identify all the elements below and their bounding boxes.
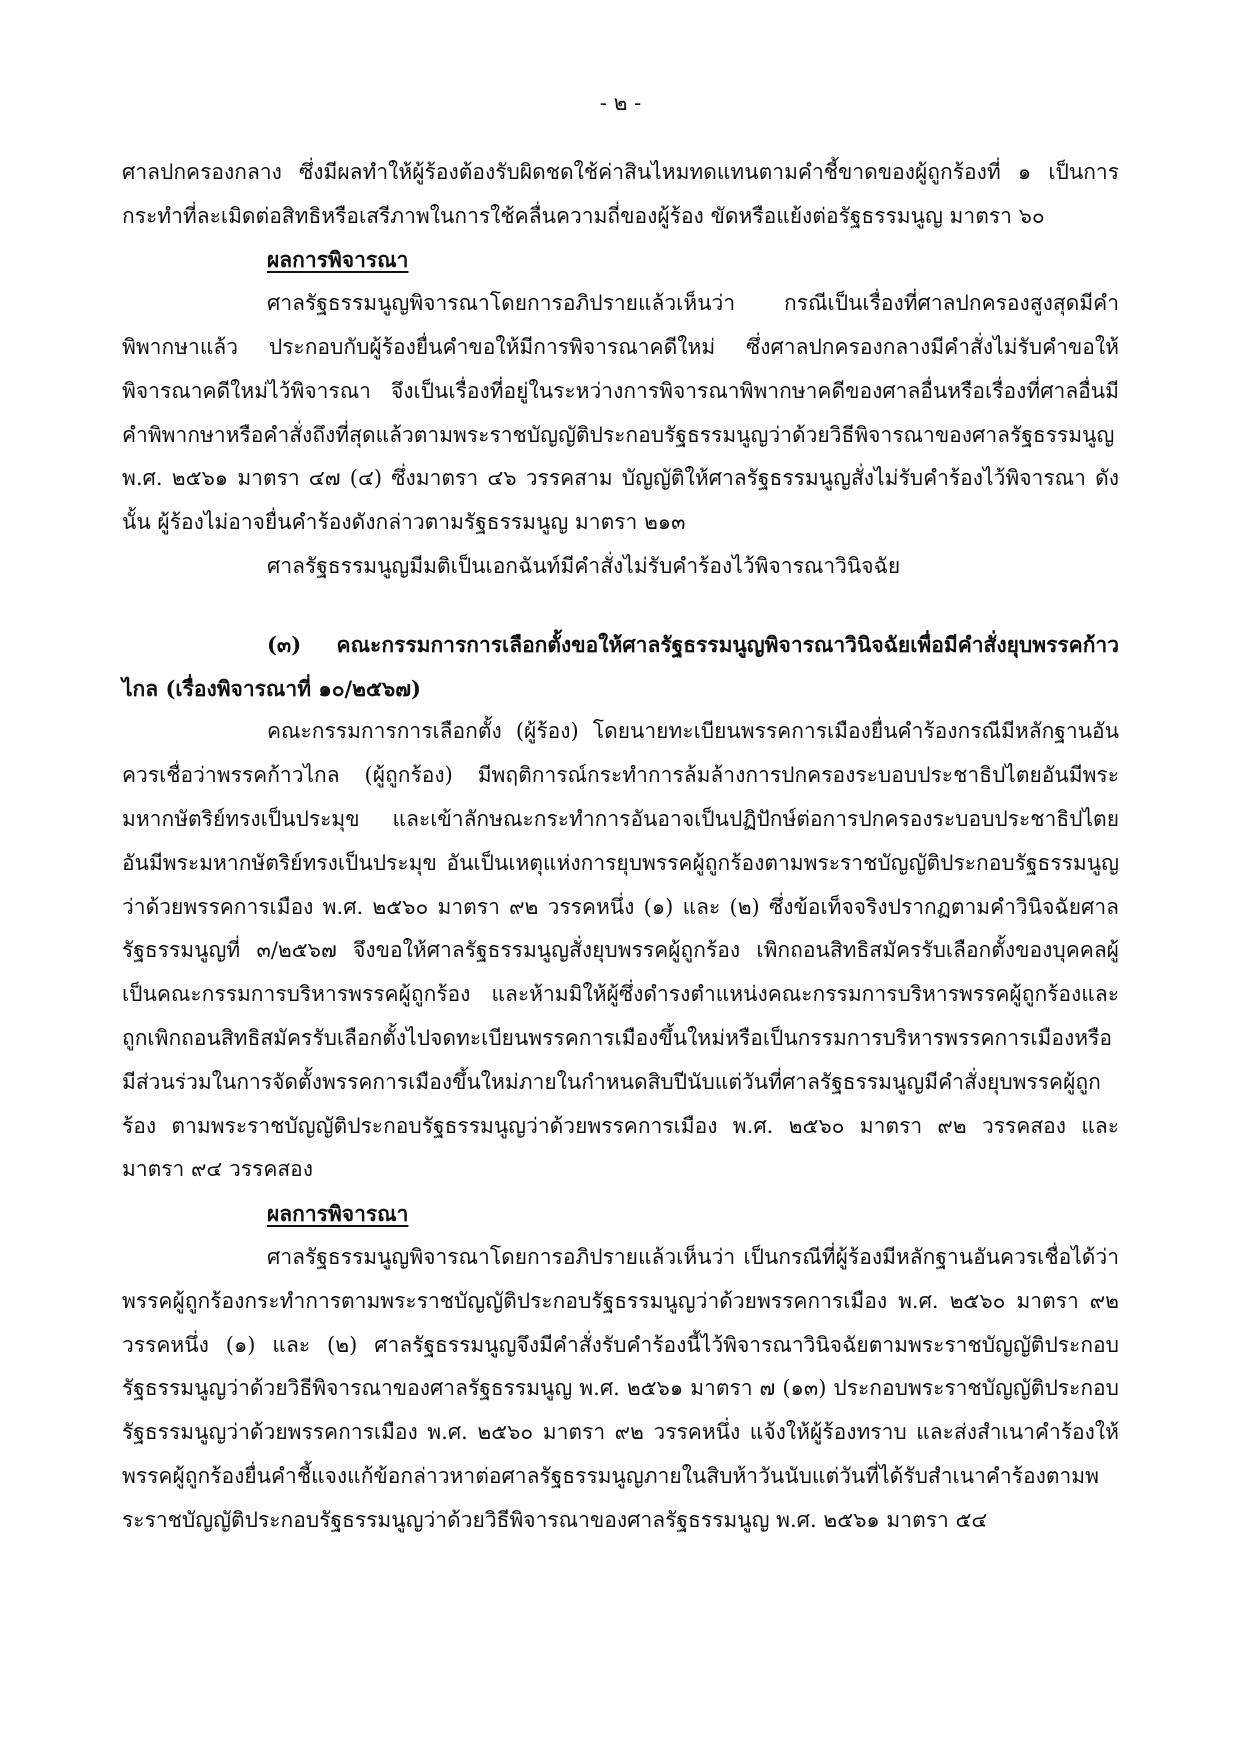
paragraph-consideration-2: ศาลรัฐธรรมนูญพิจารณาโดยการอภิปรายแล้วเห็นว่า เป็นกรณีที่ผู้ร้องมีหลักฐานอันควรเชื่อได้ว่าพรรคผู้ถูกร้องกระทำการตามพระราชบัญญัติประกอบรัฐธรรมนูญว่าด้วยพรรคการเมือง พ.ศ. ๒๕๖๐ มาตรา ๙๒ วรรคหนึ่ง (๑) และ (๒) ศาลรัฐธรรมนูญจึงมีคำสั่งรับคำร้องนี้ไว้พิจารณาวินิจฉัยตามพระราชบัญญัติประกอบรัฐธรรมนูญว่าด้วยวิธีพิจารณาของศาลรัฐธรรมนูญ พ.ศ. ๒๕๖๑ มาตรา ๗ (๑๓) ประกอบพระราชบัญญัติประกอบรัฐธรรมนูญว่าด้วยพรรคการเมือง พ.ศ. ๒๕๖๐ มาตรา ๙๒ วรรคหนึ่ง แจ้งให้ผู้ร้องทราบ และส่งสำเนาคำร้องให้พรรคผู้ถูกร้องยื่นคำชี้แจงแก้ข้อกล่าวหาต่อศาลรัฐธรรมนูญภายในสิบห้าวันนับแต่วันที่ได้รับสำเนาคำร้องตามพระราชบัญญัติประกอบรัฐธรรมนูญว่าด้วยวิธีพิจารณาของศาลรัฐธรรมนูญ พ.ศ. ๒๕๖๑ มาตรา ๕๔ — [122, 1244, 1119, 1532]
paragraph-resolution-1: ศาลรัฐธรรมนูญมีมติเป็นเอกฉันท์มีคำสั่งไม่รับคำร้องไว้พิจารณาวินิจฉัย — [267, 553, 901, 578]
page-number: - ๒ - — [599, 91, 642, 115]
spacer — [122, 589, 1119, 623]
paragraph-consideration-1: ศาลรัฐธรรมนูญพิจารณาโดยการอภิปรายแล้วเห็นว่า กรณีเป็นเรื่องที่ศาลปกครองสูงสุดมีคำพิพากษาแล้ว ประกอบกับผู้ร้องยื่นคำขอให้มีการพิจารณาคดีใหม่ ซึ่งศาลปกครองกลางมีคำสั่งไม่รับคำขอให้พิจารณาคดีใหม่ไว้พิจารณา จึงเป็นเรื่องที่อยู่ในระหว่างการพิจารณาพิพากษาคดีของศาลอื่นหรือเรื่องที่ศาลอื่นมีคำพิพากษาหรือคำสั่งถึงที่สุดแล้วตามพระราชบัญญัติประกอบรัฐธรรมนูญว่าด้วยวิธีพิจารณาของศาลรัฐธรรมนูญ พ.ศ. ๒๕๖๑ มาตรา ๔๗ (๔) ซึ่งมาตรา ๔๖ วรรคสาม บัญญัติให้ศาลรัฐธรรมนูญสั่งไม่รับคำร้องไว้พิจารณา ดังนั้น ผู้ร้องไม่อาจยื่นคำร้องดังกล่าวตามรัฐธรรมนูญ มาตรา ๒๑๓ — [122, 291, 1119, 535]
section-heading-result-1: ผลการพิจารณา — [267, 247, 409, 273]
paragraph-continuation: ศาลปกครองกลาง ซึ่งมีผลทำให้ผู้ร้องต้องรับผิดชดใช้ค่าสินไหมทดแทนตามคำชี้ขาดของผู้ถูกร้องที่ ๑ เป็นการกระทำที่ละเมิดต่อสิทธิหรือเสรีภาพในการใช้คลื่นความถี่ของผู้ร้อง ขัดหรือแย้งต่อรัฐธรรมนูญ มาตรา ๖๐ — [122, 159, 1119, 228]
section-heading-result-2: ผลการพิจารณา — [267, 1201, 409, 1227]
case-title-3: (๓) คณะกรรมการการเลือกตั้งขอให้ศาลรัฐธรรมนูญพิจารณาวินิจฉัยเพื่อมีคำสั่งยุบพรรคก้าวไกล (เรื่องพิจารณาที่ ๑๐/๒๕๖๗) — [122, 631, 1119, 701]
paragraph-petition-3: คณะกรรมการการเลือกตั้ง (ผู้ร้อง) โดยนายทะเบียนพรรคการเมืองยื่นคำร้องกรณีมีหลักฐานอันควรเชื่อว่าพรรคก้าวไกล (ผู้ถูกร้อง) มีพฤติการณ์กระทำการล้มล้างการปกครองระบอบประชาธิปไตยอันมีพระมหากษัตริย์ทรงเป็นประมุข และเข้าลักษณะกระทำการอันอาจเป็นปฏิปักษ์ต่อการปกครองระบอบประชาธิปไตยอันมีพระมหากษัตริย์ทรงเป็นประมุข อันเป็นเหตุแห่งการยุบพรรคผู้ถูกร้องตามพระราชบัญญัติประกอบรัฐธรรมนูญว่าด้วยพรรคการเมือง พ.ศ. ๒๕๖๐ มาตรา ๙๒ วรรคหนึ่ง (๑) และ (๒) ซึ่งข้อเท็จจริงปรากฏตามคำวินิจฉัยศาลรัฐธรรมนูญที่ ๓/๒๕๖๗ จึงขอให้ศาลรัฐธรรมนูญสั่งยุบพรรคผู้ถูกร้อง เพิกถอนสิทธิสมัครรับเลือกตั้งของบุคคลผู้เป็นคณะกรรมการบริหารพรรคผู้ถูกร้อง และห้ามมิให้ผู้ซึ่งดำรงตำแหน่งคณะกรรมการบริหารพรรคผู้ถูกร้องและถูกเพิกถอนสิทธิสมัครรับเลือกตั้งไปจดทะเบียนพรรคการเมืองขึ้นใหม่หรือเป็นกรรมการบริหารพรรคการเมืองหรือมีส่วนร่วมในการจัดตั้งพรรคการเมืองขึ้นใหม่ภายในกำหนดสิบปีนับแต่วันที่ศาลรัฐธรรมนูญมีคำสั่งยุบพรรคผู้ถูกร้อง ตามพระราชบัญญัติประกอบรัฐธรรมนูญว่าด้วยพรรคการเมือง พ.ศ. ๒๕๖๐ มาตรา ๙๒ วรรคสอง และมาตรา ๙๔ วรรคสอง — [122, 719, 1119, 1182]
